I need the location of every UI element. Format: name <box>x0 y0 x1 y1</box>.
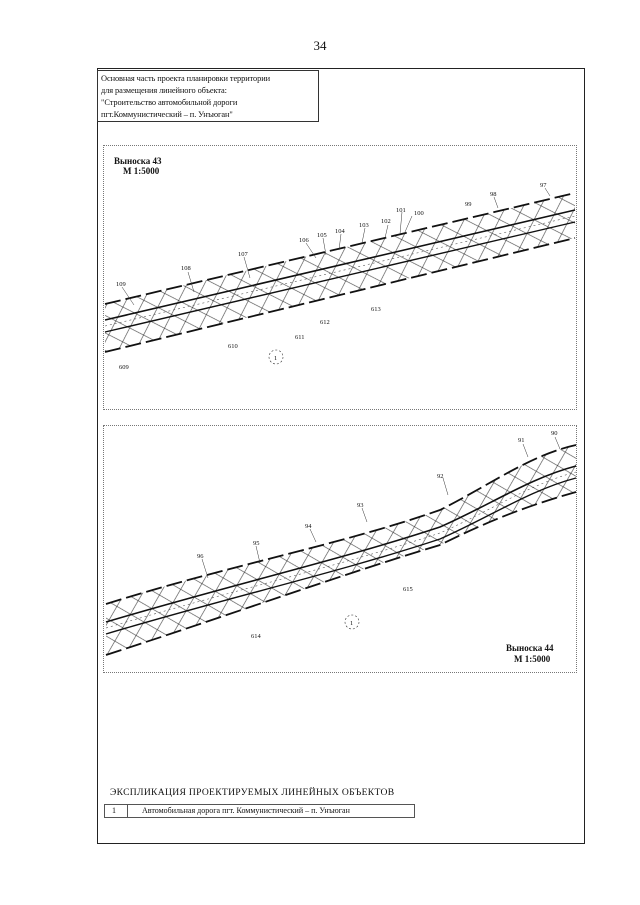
legend-row-number: 1 <box>112 806 116 815</box>
point-label: 93 <box>357 502 364 509</box>
boundary-label: 612 <box>320 319 330 326</box>
legend-heading: ЭКСПЛИКАЦИЯ ПРОЕКТИРУЕМЫХ ЛИНЕЙНЫХ ОБЪЕКТОВ <box>110 787 395 798</box>
title-line-1: Основная часть проекта планировки территории <box>101 74 271 83</box>
point-label: 99 <box>465 201 472 208</box>
point-label: 90 <box>551 430 558 437</box>
point-label: 97 <box>540 182 547 189</box>
point-label: 94 <box>305 523 312 530</box>
point-label: 109 <box>116 281 126 288</box>
legend-row-description: Автомобильная дорога пгт. Коммунистический – п. Унъюган <box>142 806 350 815</box>
point-label: 107 <box>238 251 248 258</box>
point-label: 102 <box>381 218 391 225</box>
callout-44-map <box>103 425 577 673</box>
callout-43-title: Выноска 43 <box>114 156 162 166</box>
corridor-hatch <box>106 445 576 655</box>
point-label: 96 <box>197 553 204 560</box>
point-label: 108 <box>181 265 191 272</box>
legend-divider <box>127 804 128 818</box>
callout-44-scale: М 1:5000 <box>514 654 551 664</box>
corridor-upper-boundary <box>106 445 576 604</box>
point-label: 106 <box>299 237 309 244</box>
callout-43-map <box>103 145 577 410</box>
page-number: 34 <box>313 38 327 53</box>
point-label: 105 <box>317 232 327 239</box>
point-label: 101 <box>396 207 406 214</box>
object-marker-label: 1 <box>274 355 278 362</box>
point-label: 95 <box>253 540 260 547</box>
object-marker-label: 1 <box>350 620 354 627</box>
point-label: 104 <box>335 228 345 235</box>
title-line-3: "Строительство автомобильной дороги <box>101 98 238 107</box>
point-label: 91 <box>518 437 525 444</box>
boundary-label: 614 <box>251 633 261 640</box>
title-line-4: пгт.Коммунистический – п. Унъюган" <box>101 110 233 119</box>
callout-44-title: Выноска 44 <box>506 643 554 653</box>
boundary-label: 609 <box>119 364 129 371</box>
title-line-2: для размещения линейного объекта: <box>101 86 227 95</box>
callout-43-scale: М 1:5000 <box>123 166 160 176</box>
point-label: 103 <box>359 222 369 229</box>
boundary-label: 615 <box>403 586 413 593</box>
boundary-label: 613 <box>371 306 381 313</box>
point-label: 98 <box>490 191 497 198</box>
point-label: 92 <box>437 473 444 480</box>
boundary-label: 611 <box>295 334 305 341</box>
point-label: 100 <box>414 210 424 217</box>
road-axis-lower <box>105 222 575 332</box>
corridor-hatch <box>105 193 575 352</box>
road-axis-upper <box>105 210 575 320</box>
boundary-label: 610 <box>228 343 238 350</box>
